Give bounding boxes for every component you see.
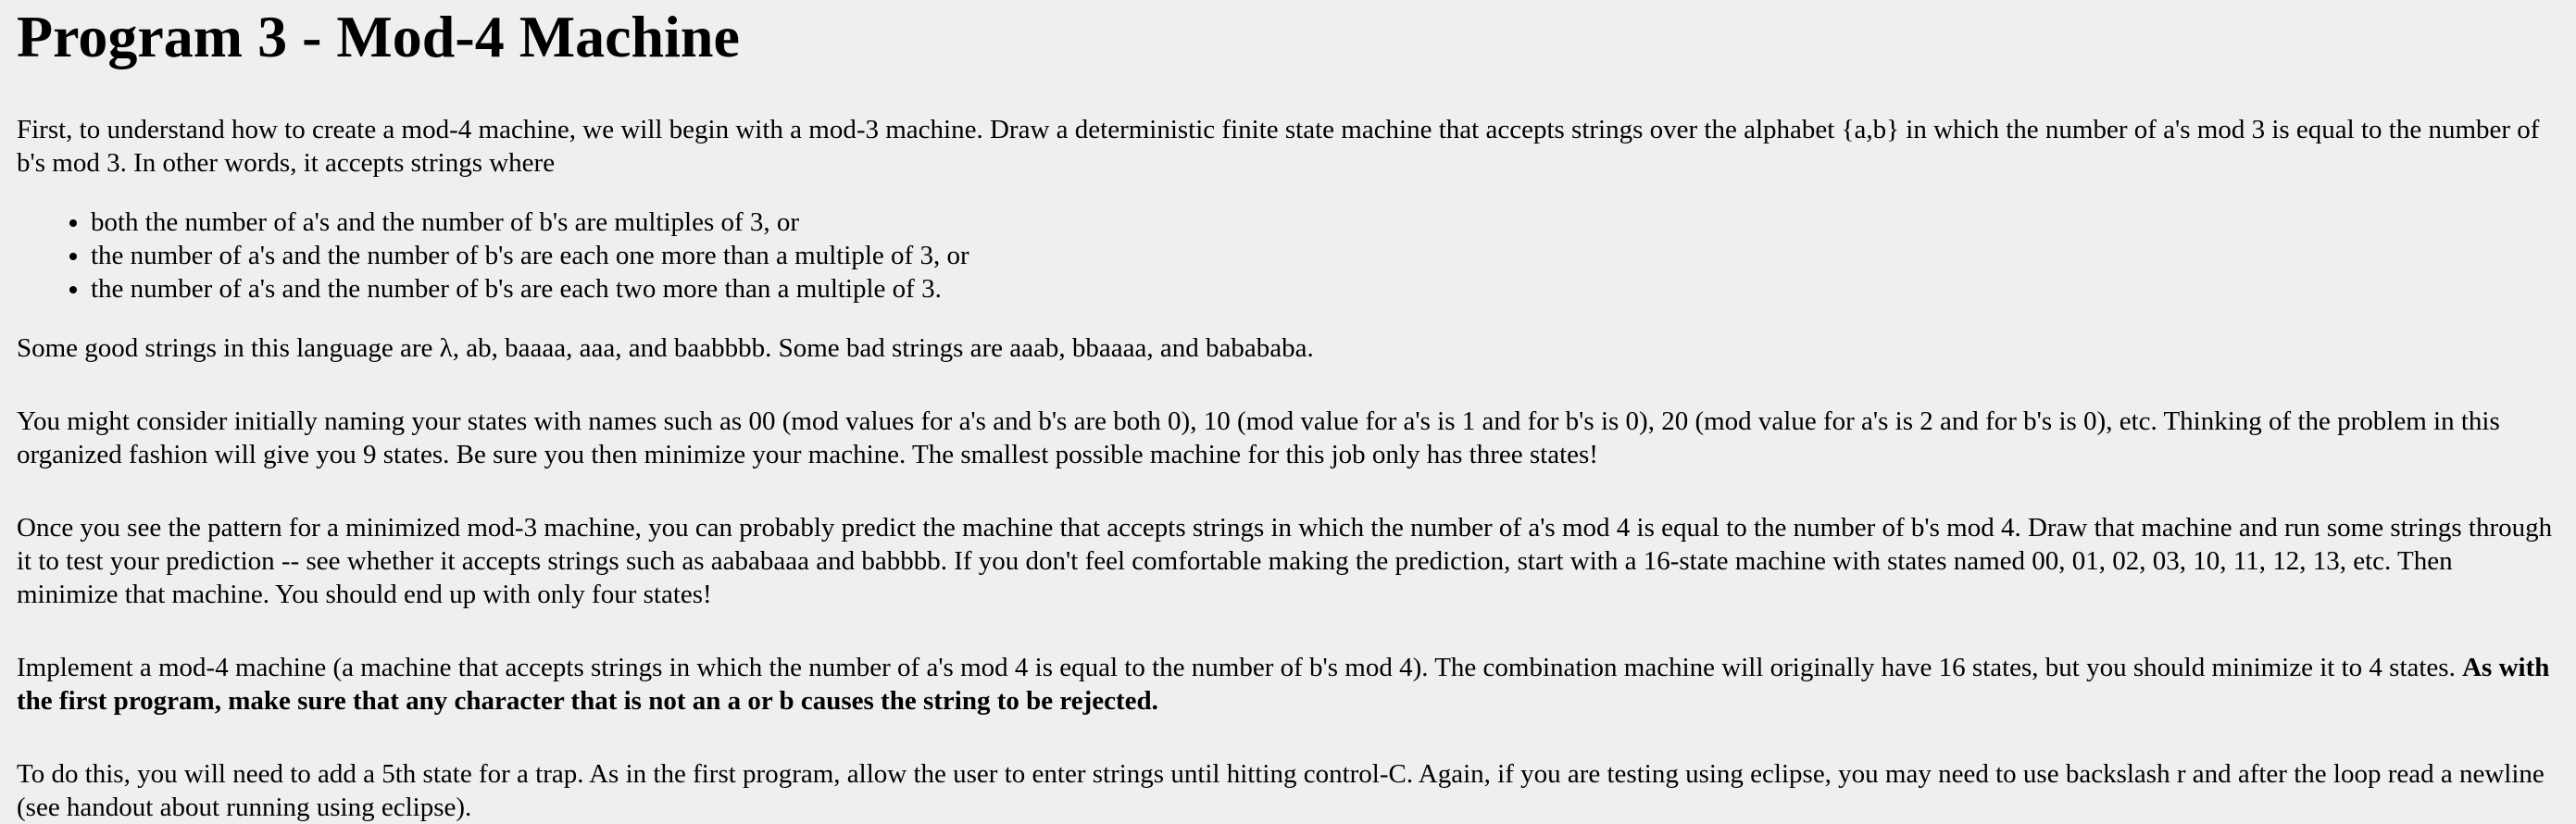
- list-item: • both the number of a's and the number of b's are multiples of 3, or: [91, 206, 2559, 239]
- trap-paragraph: To do this, you will need to add a 5th state for a trap. As in the first program, allow the user to enter strings until hitting control-C. Again, if you are testing using eclipse, you may need to use backslash r and after the loop read a newline (see handout about running using eclipse).: [17, 759, 2545, 822]
- implement-warning: As with the first program, make sure that any character that is not an a or b causes the string to be rejected.: [17, 653, 2550, 716]
- condition-list: [17, 206, 2559, 306]
- implement-paragraph: [17, 651, 2559, 718]
- list-item: • the number of a's and the number of b's are each two more than a multiple of 3.: [91, 272, 2559, 306]
- pattern-paragraph: Once you see the pattern for a minimized mod-3 machine, you can probably predict the machine that accepts strings in which the number of a's mod 4 is equal to the number of b's mod 4. Draw that machine and run some strings through it to test your prediction -- see whether it accepts strings such as aababaaa and babbbb. If you don't feel comfortable making the prediction, start with a 16-state machine with states named 00, 01, 02, 03, 10, 11, 12, 13, etc. Then minimize that machine. You should end up with only four states!: [17, 513, 2553, 609]
- implement-text: Implement a mod-4 machine (a machine that accepts strings in which the number of a's mod 4 is equal to the number of b's mod 4). The combination machine will originally have 16 states, but you should minimize it to 4 states.: [17, 653, 2463, 682]
- intro-paragraph: First, to understand how to create a mod-4 machine, we will begin with a mod-3 machine. Draw a deterministic finite state machine that accepts strings over the alphabet {a,b} in which the number of a's mod 3 is equal to the number of b's mod 3. In other words, it accepts strings where: [17, 115, 2540, 178]
- examples-paragraph: Some good strings in this language are λ, ab, baaaa, aaa, and baabbbb. Some bad strings are aaab, bbaaaa, and babababa.: [17, 333, 1314, 363]
- list-item: • the number of a's and the number of b's are each one more than a multiple of 3, or: [91, 239, 2559, 272]
- naming-paragraph: You might consider initially naming your states with names such as 00 (mod values for a's and b's are both 0), 10 (mod value for a's is 1 and for b's is 0), 20 (mod value for a's is 2 and for b's is 0), etc. Thinking of the problem in this organized fashion will give you 9 states. Be sure you then minimize your machine. The smallest possible machine for this job only has three states!: [17, 406, 2500, 469]
- page-title: Program 3 - Mod-4 Machine: [17, 4, 740, 69]
